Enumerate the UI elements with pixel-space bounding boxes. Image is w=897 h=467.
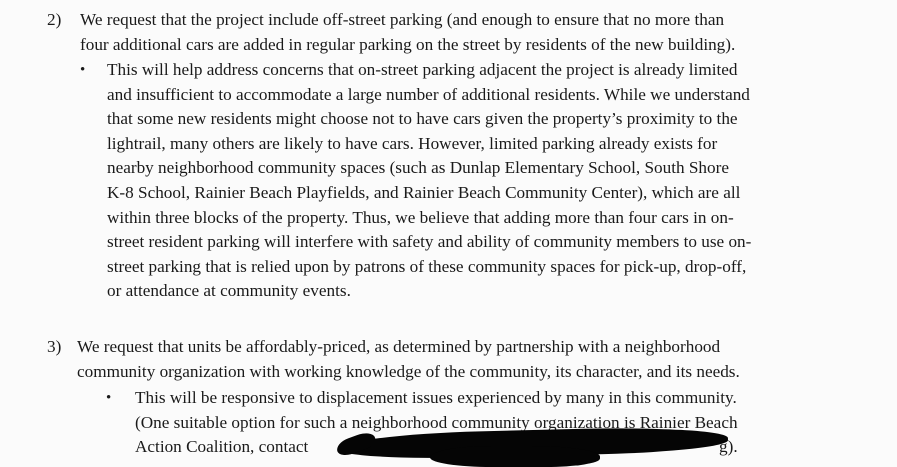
text-line: nearby neighborhood community spaces (such as Dunlap Elementary School, South Shore <box>107 158 729 178</box>
text-line: within three blocks of the property. Thus, we believe that adding more than four cars in on- <box>107 207 734 227</box>
text-line: street parking that is relied upon by patrons of these community spaces for pick-up, drop-off, <box>107 256 747 276</box>
item-2-number: 2) <box>47 10 62 29</box>
item-3-text <box>77 335 740 384</box>
text-line: We request that units be affordably-priced, as determined by partnership with a neighborhood <box>77 337 721 356</box>
bullet-icon: • <box>80 62 86 78</box>
text-line: We request that the project include off-street parking (and enough to ensure that no more than <box>80 10 725 29</box>
text-line: that some new residents might choose not to have cars given the property’s proximity to the <box>107 109 738 129</box>
text-line: K-8 School, Rainier Beach Playfields, and Rainier Beach Community Center), which are all <box>107 182 741 202</box>
text-line: This will help address concerns that on-street parking adjacent the project is already limited <box>107 60 738 79</box>
text-line: This will be responsive to displacement issues experienced by many in this community. <box>135 388 737 407</box>
text-line: or attendance at community events. <box>107 281 351 301</box>
text-line: four additional cars are added in regular parking on the street by residents of the new building). <box>80 34 736 54</box>
text-line: (One suitable option for such a neighborhood community organization is Rainier Beach <box>135 412 738 432</box>
text-line-tail: g). <box>719 437 738 456</box>
item-2-text <box>80 8 735 57</box>
text-line: community organization with working knowledge of the community, its character, and its needs. <box>77 361 740 381</box>
item-3-number: 3) <box>47 337 62 356</box>
text-line: lightrail, many others are likely to have cars. However, limited parking already exists for <box>107 133 718 153</box>
bullet-icon: • <box>106 390 112 406</box>
text-line: and insufficient to accommodate a large number of additional residents. While we understand <box>107 84 750 104</box>
redaction-mark <box>430 446 600 467</box>
text-line: street resident parking will interfere with safety and ability of community members to use on- <box>107 232 752 252</box>
item-2-subpoint <box>107 58 751 304</box>
text-line: Action Coalition, contact <box>135 437 309 457</box>
